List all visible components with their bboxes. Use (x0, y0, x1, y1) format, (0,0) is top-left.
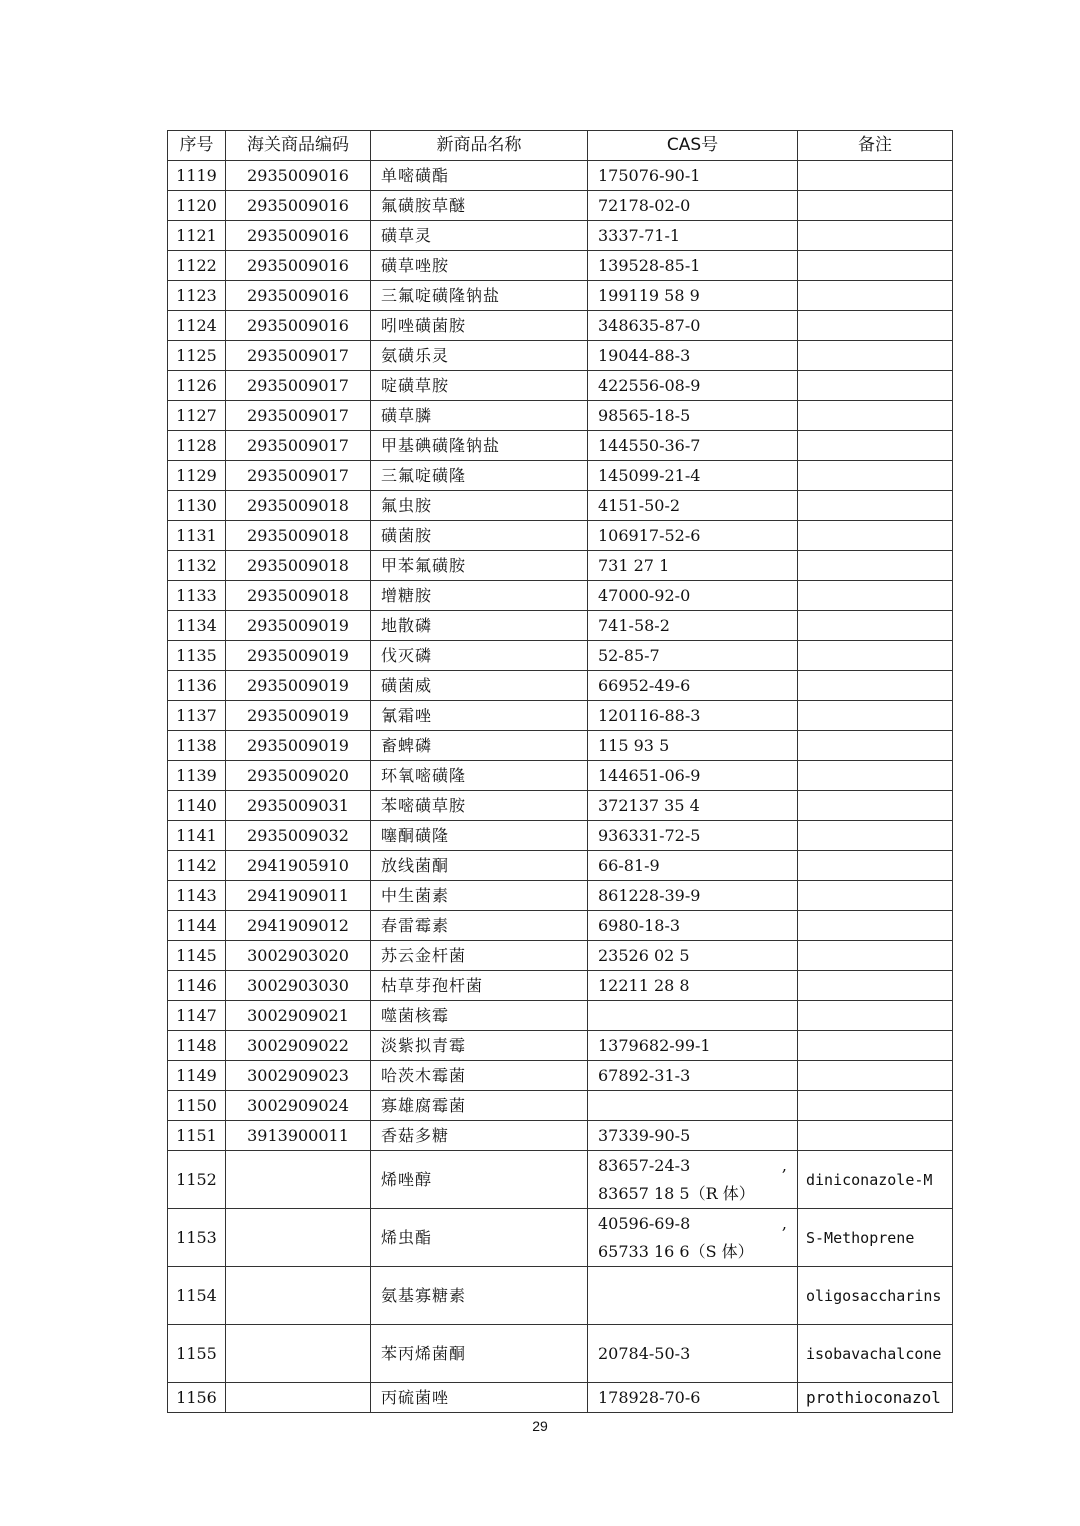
cell-hs-code: 2935009018 (226, 551, 371, 581)
page-number: 29 (532, 1418, 548, 1434)
cell-hs-code: 2935009019 (226, 671, 371, 701)
cell-hs-code: 2935009019 (226, 641, 371, 671)
cell-hs-code: 2935009017 (226, 431, 371, 461)
cell-note (798, 281, 953, 311)
cell-seq: 1143 (168, 881, 226, 911)
cell-name: 春雷霉素 (371, 911, 588, 941)
header-hs-code: 海关商品编码 (226, 131, 371, 161)
cell-seq: 1135 (168, 641, 226, 671)
table-row (168, 881, 953, 911)
cell-cas: 372137 35 4 (588, 791, 798, 821)
table-row (168, 971, 953, 1001)
cell-seq: 1124 (168, 311, 226, 341)
table-row (168, 1121, 953, 1151)
cell-cas: 106917-52-6 (588, 521, 798, 551)
cell-hs-code (226, 1325, 371, 1383)
cell-name: 磺菌胺 (371, 521, 588, 551)
cell-cas: 145099-21-4 (588, 461, 798, 491)
cell-cas: 348635-87-0 (588, 311, 798, 341)
cell-seq: 1127 (168, 401, 226, 431)
note-text: oligosaccharins (806, 1286, 942, 1305)
cell-note (798, 161, 953, 191)
cell-name: 苏云金杆菌 (371, 941, 588, 971)
cell-name: 噬菌核霉 (371, 1001, 588, 1031)
cell-seq: 1123 (168, 281, 226, 311)
cell-hs-code: 2935009031 (226, 791, 371, 821)
cell-cas (588, 1001, 798, 1031)
cell-seq: 1152 (168, 1151, 226, 1209)
table-header-row (168, 131, 953, 161)
cell-seq: 1138 (168, 731, 226, 761)
cell-name: 苯嘧磺草胺 (371, 791, 588, 821)
cell-hs-code: 2935009016 (226, 311, 371, 341)
cell-cas: 139528-85-1 (588, 251, 798, 281)
cell-seq: 1151 (168, 1121, 226, 1151)
cell-note (798, 371, 953, 401)
cell-cas: 98565-18-5 (588, 401, 798, 431)
cell-cas: 37339-90-5 (588, 1121, 798, 1151)
table-row (168, 641, 953, 671)
table-row (168, 1267, 953, 1325)
cell-name: 淡紫拟青霉 (371, 1031, 588, 1061)
cell-note (798, 911, 953, 941)
cell-name: 噻酮磺隆 (371, 821, 588, 851)
cell-hs-code: 2935009019 (226, 731, 371, 761)
cell-name: 吲唑磺菌胺 (371, 311, 588, 341)
cell-name: 甲基碘磺隆钠盐 (371, 431, 588, 461)
cell-name: 磺草唑胺 (371, 251, 588, 281)
cell-note (798, 461, 953, 491)
cell-seq: 1144 (168, 911, 226, 941)
table-row (168, 311, 953, 341)
cell-note: prothioconazol (798, 1383, 953, 1413)
cell-note (798, 491, 953, 521)
table-row (168, 191, 953, 221)
cell-name: 单嘧磺酯 (371, 161, 588, 191)
cell-hs-code (226, 1151, 371, 1209)
cell-seq: 1154 (168, 1267, 226, 1325)
cell-cas: 731 27 1 (588, 551, 798, 581)
cell-cas: 178928-70-6 (588, 1383, 798, 1413)
cell-note (798, 341, 953, 371)
cas-line-1: 40596-69-8 (598, 1213, 691, 1233)
cell-note (798, 1267, 953, 1325)
cell-cas: 3337-71-1 (588, 221, 798, 251)
table-row (168, 1209, 953, 1267)
cell-seq: 1148 (168, 1031, 226, 1061)
cell-note (798, 761, 953, 791)
cell-seq: 1142 (168, 851, 226, 881)
cell-note (798, 1325, 953, 1383)
cell-hs-code: 2935009017 (226, 371, 371, 401)
cell-name: 氨磺乐灵 (371, 341, 588, 371)
cell-note (798, 581, 953, 611)
cell-cas: 6980-18-3 (588, 911, 798, 941)
cell-note (798, 851, 953, 881)
cell-hs-code: 3002909022 (226, 1031, 371, 1061)
cell-hs-code: 2941909012 (226, 911, 371, 941)
table-row (168, 611, 953, 641)
cell-cas: 19044-88-3 (588, 341, 798, 371)
cell-name: 磺草膦 (371, 401, 588, 431)
header-cas: CAS号 (588, 131, 798, 161)
cell-name: 伐灭磷 (371, 641, 588, 671)
cell-cas (588, 1091, 798, 1121)
cell-note (798, 821, 953, 851)
cell-name: 哈茨木霉菌 (371, 1061, 588, 1091)
cell-note (798, 941, 953, 971)
header-name: 新商品名称 (371, 131, 588, 161)
cell-cas: 144550-36-7 (588, 431, 798, 461)
cell-name: 中生菌素 (371, 881, 588, 911)
cas-comma: , (781, 1155, 787, 1175)
cell-note (798, 701, 953, 731)
cell-seq: 1147 (168, 1001, 226, 1031)
cell-name: 三氟啶磺隆 (371, 461, 588, 491)
cell-note (798, 431, 953, 461)
cell-hs-code: 2935009020 (226, 761, 371, 791)
cell-hs-code: 2941909011 (226, 881, 371, 911)
cell-seq: 1129 (168, 461, 226, 491)
cell-note (798, 881, 953, 911)
cell-name: 地散磷 (371, 611, 588, 641)
cell-cas: 144651-06-9 (588, 761, 798, 791)
cell-seq: 1145 (168, 941, 226, 971)
table-row (168, 731, 953, 761)
table-row (168, 701, 953, 731)
cell-cas: 72178-02-0 (588, 191, 798, 221)
table-row (168, 371, 953, 401)
table-row (168, 461, 953, 491)
cell-name: 香菇多糖 (371, 1121, 588, 1151)
table-row (168, 1001, 953, 1031)
cell-name: 磺菌威 (371, 671, 588, 701)
table-row (168, 521, 953, 551)
cell-hs-code: 2935009016 (226, 161, 371, 191)
cell-hs-code: 2935009016 (226, 251, 371, 281)
cell-name: 氟磺胺草醚 (371, 191, 588, 221)
table-row (168, 911, 953, 941)
cell-cas: 47000-92-0 (588, 581, 798, 611)
cell-seq: 1130 (168, 491, 226, 521)
cell-note (798, 1151, 953, 1209)
cell-seq: 1137 (168, 701, 226, 731)
cell-note (798, 1121, 953, 1151)
table-row (168, 221, 953, 251)
cell-seq: 1136 (168, 671, 226, 701)
cell-name: 枯草芽孢杆菌 (371, 971, 588, 1001)
table-row (168, 941, 953, 971)
cell-cas: 741-58-2 (588, 611, 798, 641)
cell-note (798, 191, 953, 221)
cell-cas: 199119 58 9 (588, 281, 798, 311)
cell-hs-code (226, 1267, 371, 1325)
cell-seq: 1140 (168, 791, 226, 821)
cell-note (798, 641, 953, 671)
table-row (168, 341, 953, 371)
cell-name: 环氧嘧磺隆 (371, 761, 588, 791)
cell-hs-code: 2935009017 (226, 401, 371, 431)
cell-seq: 1121 (168, 221, 226, 251)
cell-cas: 422556-08-9 (588, 371, 798, 401)
cell-note (798, 1209, 953, 1267)
table-row (168, 1151, 953, 1209)
cell-cas (588, 1267, 798, 1325)
cell-hs-code (226, 1209, 371, 1267)
cell-note (798, 521, 953, 551)
cell-cas: 175076-90-1 (588, 161, 798, 191)
cell-cas (588, 1151, 798, 1209)
table-row (168, 581, 953, 611)
table-row (168, 1325, 953, 1383)
cell-hs-code: 2935009018 (226, 521, 371, 551)
table-row (168, 851, 953, 881)
cell-cas: 67892-31-3 (588, 1061, 798, 1091)
cell-note (798, 401, 953, 431)
cell-name: 啶磺草胺 (371, 371, 588, 401)
cell-hs-code: 3002909023 (226, 1061, 371, 1091)
cell-seq: 1139 (168, 761, 226, 791)
cell-hs-code: 3913900011 (226, 1121, 371, 1151)
cell-seq: 1120 (168, 191, 226, 221)
cas-line-2: 65733 16 6（S 体） (598, 1241, 754, 1261)
product-table (167, 130, 953, 1413)
cell-cas (588, 1209, 798, 1267)
cell-seq: 1141 (168, 821, 226, 851)
cell-name: 丙硫菌唑 (371, 1383, 588, 1413)
note-text: S-Methoprene (806, 1228, 915, 1247)
cell-name: 氟虫胺 (371, 491, 588, 521)
cell-hs-code: 2935009018 (226, 581, 371, 611)
table-body (168, 161, 953, 1413)
cell-cas: 23526 02 5 (588, 941, 798, 971)
table-row (168, 1383, 953, 1413)
cell-name: 放线菌酮 (371, 851, 588, 881)
cell-seq: 1146 (168, 971, 226, 1001)
cell-seq: 1126 (168, 371, 226, 401)
cell-cas: 936331-72-5 (588, 821, 798, 851)
cell-cas: 861228-39-9 (588, 881, 798, 911)
cell-hs-code: 3002909024 (226, 1091, 371, 1121)
cell-seq: 1125 (168, 341, 226, 371)
header-seq: 序号 (168, 131, 226, 161)
cell-hs-code: 3002903020 (226, 941, 371, 971)
cell-cas: 66-81-9 (588, 851, 798, 881)
cell-seq: 1131 (168, 521, 226, 551)
cell-cas: 12211 28 8 (588, 971, 798, 1001)
table-row (168, 671, 953, 701)
note-text: diniconazole-M (806, 1170, 933, 1189)
cell-name: 增糖胺 (371, 581, 588, 611)
table-row (168, 431, 953, 461)
cell-name: 畜蜱磷 (371, 731, 588, 761)
cell-cas: 66952-49-6 (588, 671, 798, 701)
cell-name: 磺草灵 (371, 221, 588, 251)
cell-note (798, 1091, 953, 1121)
cell-cas (588, 1325, 798, 1383)
cell-name: 氨基寡糖素 (371, 1267, 588, 1325)
cell-seq: 1149 (168, 1061, 226, 1091)
table-row (168, 551, 953, 581)
cell-note (798, 221, 953, 251)
cell-hs-code: 2941905910 (226, 851, 371, 881)
cell-hs-code: 2935009019 (226, 611, 371, 641)
cell-hs-code: 2935009017 (226, 461, 371, 491)
note-text: isobavachalcone (806, 1344, 942, 1363)
cell-cas: 52-85-7 (588, 641, 798, 671)
cas-comma: , (781, 1213, 787, 1233)
cell-name: 三氟啶磺隆钠盐 (371, 281, 588, 311)
cell-hs-code: 3002903030 (226, 971, 371, 1001)
cell-note (798, 1061, 953, 1091)
cell-note (798, 731, 953, 761)
cell-hs-code: 2935009017 (226, 341, 371, 371)
table-row (168, 1031, 953, 1061)
cell-hs-code: 2935009016 (226, 281, 371, 311)
cell-note (798, 671, 953, 701)
cell-cas: 1379682-99-1 (588, 1031, 798, 1061)
cell-seq: 1134 (168, 611, 226, 641)
table-row (168, 761, 953, 791)
cell-hs-code (226, 1383, 371, 1413)
table-row (168, 1061, 953, 1091)
cell-note (798, 611, 953, 641)
cell-hs-code: 2935009016 (226, 221, 371, 251)
cell-cas: 115 93 5 (588, 731, 798, 761)
cell-seq: 1128 (168, 431, 226, 461)
cas-line-1: 20784-50-3 (598, 1343, 691, 1363)
cell-seq: 1155 (168, 1325, 226, 1383)
cell-note (798, 1031, 953, 1061)
cell-name: 寡雄腐霉菌 (371, 1091, 588, 1121)
cell-name: 烯唑醇 (371, 1151, 588, 1209)
table-row (168, 491, 953, 521)
table-row (168, 821, 953, 851)
cell-name: 甲苯氟磺胺 (371, 551, 588, 581)
cell-seq: 1119 (168, 161, 226, 191)
cell-hs-code: 2935009018 (226, 491, 371, 521)
cell-seq: 1153 (168, 1209, 226, 1267)
cas-line-2: 83657 18 5（R 体） (598, 1183, 755, 1203)
cell-name: 苯丙烯菌酮 (371, 1325, 588, 1383)
cell-name: 氰霜唑 (371, 701, 588, 731)
cas-line-1: 83657-24-3 (598, 1155, 691, 1175)
cell-note (798, 551, 953, 581)
cell-note (798, 1001, 953, 1031)
table-row (168, 401, 953, 431)
cell-hs-code: 2935009016 (226, 191, 371, 221)
cell-hs-code: 2935009032 (226, 821, 371, 851)
cell-seq: 1150 (168, 1091, 226, 1121)
cell-seq: 1132 (168, 551, 226, 581)
cell-seq: 1156 (168, 1383, 226, 1413)
table-row (168, 281, 953, 311)
table-row (168, 161, 953, 191)
cell-note (798, 971, 953, 1001)
cell-cas: 120116-88-3 (588, 701, 798, 731)
cell-note (798, 791, 953, 821)
header-note: 备注 (798, 131, 953, 161)
cell-seq: 1133 (168, 581, 226, 611)
cell-name: 烯虫酯 (371, 1209, 588, 1267)
cell-hs-code: 2935009019 (226, 701, 371, 731)
table-row (168, 791, 953, 821)
table-row (168, 251, 953, 281)
table-row (168, 1091, 953, 1121)
cell-note (798, 251, 953, 281)
cell-seq: 1122 (168, 251, 226, 281)
cell-cas: 4151-50-2 (588, 491, 798, 521)
cell-hs-code: 3002909021 (226, 1001, 371, 1031)
cell-note (798, 311, 953, 341)
